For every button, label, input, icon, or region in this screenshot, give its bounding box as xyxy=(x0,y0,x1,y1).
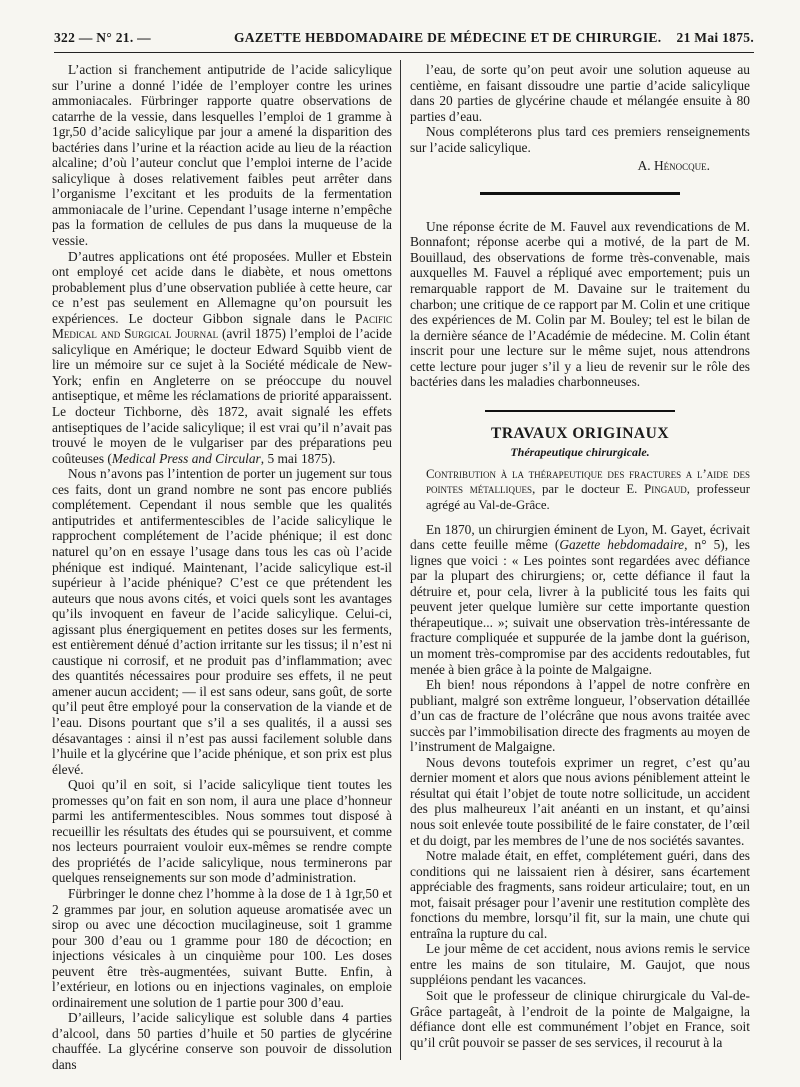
paragraph: Soit que le professeur de clinique chirurgicale du Val-de-Grâce partageât, à l’endroit de la pointe de Malgaigne, la défiance dont elle est communément l’objet en France, soit qu’il crût pouvoir se passer de ses services, il recourut à la xyxy=(410,987,750,1050)
paragraph: Une réponse écrite de M. Fauvel aux revendications de M. Bonnafont; réponse acerbe qui a motivé, de la part de M. Bouillaud, des observations de forme très-convenable, mais auxquelles M. Fauvel a répliqué avec emportement; puis un remarquable rapport de M. Davaine sur le traitement du charbon; une critique de ce rapport par M. Colin et une critique des expériences de M. Colin par M. Bouley; tel est le bilan de la dernière séance de l’Académie de médecine. M. Colin étant inscrit pour une lecture sur le même sujet, nous attendrons cette lecture pour juger s’il y a lieu de revenir sur le rôle des bactéries dans les maladies charbonneuses. xyxy=(410,218,750,390)
journal-reference: Gazette hebdomadaire xyxy=(559,537,685,553)
article-author: E. Pingaud xyxy=(626,482,687,497)
paragraph: Fürbringer le donne chez l’homme à la dose de 1 à 1gr,50 et 2 grammes par jour, en solution aqueuse aromatisée avec un sirop ou avec une décoction mucilagineuse, soit 1 gramme pour 300 d’eau ou 1 gramme pour 180 de décoction; en injections vésicales à un cinquième pour 100. Les doses peuvent être très-augmentées, suivant Butte. Enfin, à l’extérieur, en lotions ou en injections vaginales, on emploie ordinairement une solution de 1 partie pour 300 d’eau. xyxy=(52,885,392,1010)
section-separator xyxy=(485,410,675,412)
paragraph: Nous devons toutefois exprimer un regret, c’est qu’au dernier moment et alors que nous avions péniblement atteint le résultat qui était l’objet de toute notre sollicitude, un accident des plus malheureux l’ait anéanti en un instant, et qu’ainsi nous soit enlevée toute possibilité de le faire constater, de l’œil et du doigt, par les membres de l’une de nos sociétés savantes. xyxy=(410,754,750,848)
issue-date: 21 Mai 1875. xyxy=(676,30,754,45)
paragraph: D’autres applications ont été proposées. Muller et Ebstein ont employé cet acide dans le diabète, et nous omettons probablement plus d’une observation publiée à cette heure, car ce n’est pas seulement en Allemagne qu’on poursuit les expériences. Le docteur Gibbon signale dans le Pacific Medical and Surgical Journal (avril 1875) l’emploi de l’acide salicylique en Amérique; le docteur Edward Squibb vient de lire un mémoire sur ce sujet à la Société médicale de New-York; enfin en Angleterre on se préoccupe du nouvel antiseptique, et même les réclamations de priorité apparaissent. Le docteur Tichborne, dès 1872, avait signalé les effets antiseptiques de l’acide salicylique; il est vrai qu’il n’avait pas trouvé le moyen de le vulgariser par des préparations peu coûteuses (Medical Press and Circular, 5 mai 1875). xyxy=(52,248,392,466)
paragraph: l’eau, de sorte qu’on peut avoir une solution aqueuse au centième, en faisant dissoudre une partie d’acide salicylique dans 20 parties de glycérine chaude et mélangée ensuite à 80 parties d’eau. xyxy=(410,62,750,124)
author-signature: A. Hénocque. xyxy=(637,158,710,174)
subsection-title: Thérapeutique chirurgicale. xyxy=(510,445,650,460)
right-column xyxy=(410,62,750,1050)
section-separator xyxy=(480,192,680,195)
paragraph: Notre malade était, en effet, complétement guéri, dans des conditions qui ne laissaient rien à désirer, sans écartement appréciable des fragments, sans roideur articulaire; tout, en un mot, faisait présager pour l’avenir une restitution complète des fonctions du membre, lorsqu’il fit, sur la main, une chute qui entraîna la rupture du cal. xyxy=(410,848,750,941)
column-divider xyxy=(400,60,401,1060)
paragraph: Le jour même de cet accident, nous avions remis le service entre les mains de son titulaire, M. Gaujot, que nous suppléions pendant les vacances. xyxy=(410,941,750,988)
paragraph: Nous compléterons plus tard ces premiers renseignements sur l’acide salicylique. xyxy=(410,124,750,155)
journal-title: GAZETTE HEBDOMADAIRE DE MÉDECINE ET DE CHIRURGIE. xyxy=(234,30,662,45)
paragraph: L’action si franchement antiputride de l’acide salicylique sur l’urine a donné l’idée de l’employer contre les urines ammoniacales. Fürbringer rapporte quatre observations de catarrhe de la vessie, dans lesquelles l’emploi de 1 gramme à 1gr,50 d’acide salicylique par jour a amené la disparition des bactéries dans l’urine et la réaction acide au lieu de la réaction alcaline; d’où l’auteur conclut que l’emploi interne de l’acide salicylique à doses relativement faibles peut arrêter dans l’organisme l’excitant et les produits de la fermentation ammoniacale de l’urine. Cependant l’usage interne n’empêche pas la formation de cellules de pus dans la muqueuse de la vessie. xyxy=(52,62,392,249)
paragraph: D’ailleurs, l’acide salicylique est soluble dans 4 parties d’alcool, dans 50 parties d’huile et 50 parties de glycérine chauffée. La glycérine conserve son pouvoir de dissolution dans xyxy=(52,1010,392,1072)
paragraph: En 1870, un chirurgien éminent de Lyon, M. Gayet, écrivait dans cette feuille même (Gazette hebdomadaire, n° 5), les lignes que voici : « Les pointes sont regardées avec défiance par la plupart des chirurgiens; or, cette défiance il faut la détruire et, pour cela, livrer à la publicité tous les faits qui peuvent jeter quelque lumière sur cette importante question thérapeutique... »; suivait une observation très-intéressante de fracture compliquée et suppurée de la jambe dont la guérison, un moment très-compromise par des accidents redoutables, fut menée à bien grâce à la pointe de Malgaigne. xyxy=(410,521,750,677)
journal-reference: Pacific Medical and Surgical Journal xyxy=(52,310,392,342)
left-column xyxy=(52,62,392,1073)
paragraph: Quoi qu’il en soit, si l’acide salicylique tient toutes les promesses qu’on fait en son nom, il aura une place d’honneur parmi les antifermentescibles. Nous sommes tout disposé à recueillir les résultats des études qui se poursuivent, et comme nos lecteurs pourraient vouloir eux-mêmes se rendre compte des propriétés de l’acide salicylique, nous terminerons par quelques renseignements sur son mode d’administration. xyxy=(52,777,392,886)
page-header xyxy=(54,30,754,52)
paragraph: Nous n’avons pas l’intention de porter un jugement sur tous ces faits, dont un grand nombre ne sont pas encore publiés complétement. Cependant il nous semble que les qualités antiputrides et antifermentescibles de l’acide salicylique le rapprochent complétement de l’acide phénique; il est donc naturel qu’on en essaye l’usage dans tous les cas où l’acide phénique est indiqué. Maintenant, l’acide salicylique est-il supérieur à l’acide phénique? C’est ce que prétendent les auteurs que nous avons cités, et voici quels sont les avantages qu’ils invoquent en faveur de l’acide salicylique. Celui-ci, agissant plus énergiquement en petites doses sur les ferments, est entièrement dénué d’action irritante sur les tissus; il n’est ni caustique ni corrosif, et ne produit pas d’inflammation; avec des quantités nécessaires pour produire ses effets, il ne peut amener aucun accident; — il est sans odeur, sans goût, de sorte qu’il peut être employé pour la conservation de la viande et de l’eau. Disons pourtant que s’il a ses qualités, il a aussi ses désavantages : ainsi il n’est pas aussi facilement soluble dans l’huile et la glycérine que l’acide phénique, et son prix est plus élevé. xyxy=(52,466,392,777)
article-title: Contribution à la thérapeutique des fractures a l’aide des pointes métalliques, par le docteur E. Pingaud, professeur agrégé au Val-de-Grâce. xyxy=(426,466,750,513)
section-title: TRAVAUX ORIGINAUX xyxy=(490,424,670,442)
journal-reference: Medical Press and Circular xyxy=(111,450,261,466)
header-rule xyxy=(54,52,754,53)
paragraph: Eh bien! nous répondons à l’appel de notre confrère en publiant, malgré son extrême longueur, l’observation détaillée d’un cas de fracture de l’olécrâne que nous avons traitée avec succès par l’immobilisation directe des fragments au moyen de l’instrument de Malgaigne. xyxy=(410,677,750,755)
page-number: 322 — N° 21. — xyxy=(54,30,151,45)
